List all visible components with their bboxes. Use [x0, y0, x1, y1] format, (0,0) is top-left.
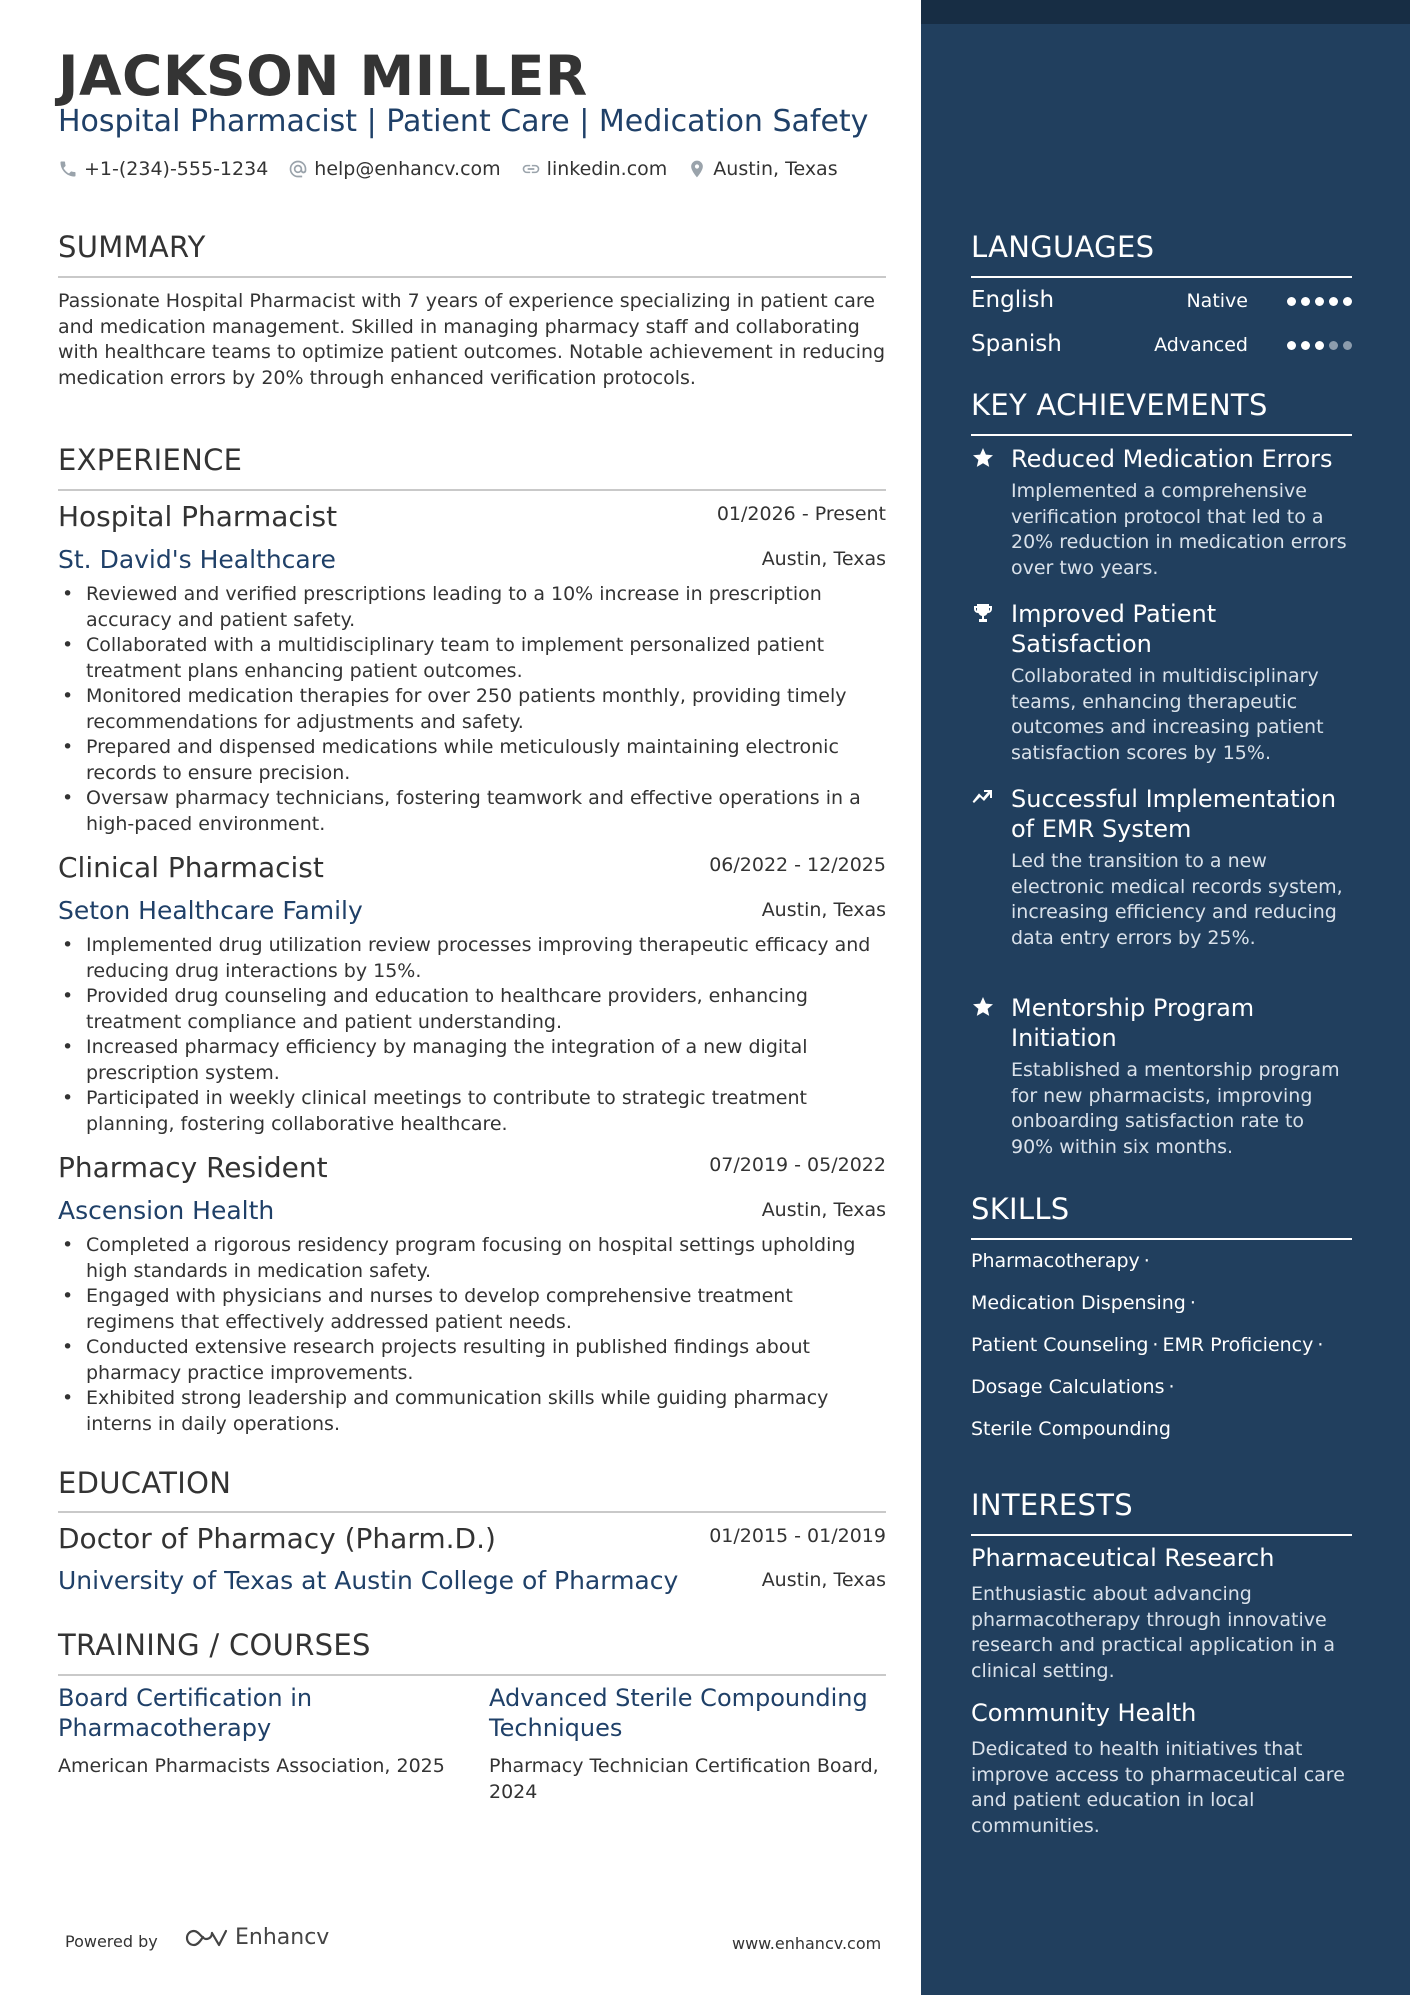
star-icon: [971, 446, 995, 470]
achievement-title: Reduced Medication Errors: [1011, 445, 1333, 473]
job-bullets: [58, 933, 886, 1137]
bullet-item: • Exhibited strong leadership and communication skills while guiding pharmacy interns in daily operations.: [58, 1386, 886, 1437]
language-level: Native: [1186, 290, 1248, 312]
star-icon: [971, 995, 995, 1019]
job-location: Austin, Texas: [761, 548, 886, 570]
education-divider: [58, 1511, 886, 1513]
enhancv-brand-text: Enhancv: [235, 1925, 330, 1950]
candidate-name: JACKSON MILLER: [58, 44, 588, 108]
training-divider: [58, 1674, 886, 1676]
contact-bar: [58, 158, 838, 180]
interest-title: Community Health: [971, 1699, 1197, 1727]
trophy-icon: [971, 601, 995, 625]
achievement-desc: Collaborated in multidisciplinary teams, enhancing therapeutic outcomes and increasing patient satisfaction scores by 15%.: [1011, 665, 1324, 764]
achievement-title: Improved Patient Satisfaction: [1011, 600, 1217, 658]
experience-divider: [58, 489, 886, 491]
achievements-divider: [971, 434, 1352, 436]
job-title: Hospital Pharmacist: [58, 500, 338, 533]
headline: Hospital Pharmacist | Patient Care | Medication Safety: [58, 104, 869, 139]
bullet-item: • Prepared and dispensed medications while meticulously maintaining electronic records to ensure precision.: [58, 735, 886, 786]
contact-linkedin[interactable]: [521, 158, 668, 180]
language-row: [971, 287, 1352, 317]
job-dates: 07/2019 - 05/2022: [709, 1154, 886, 1176]
achievement-title: Successful Implementation of EMR System: [1011, 785, 1337, 843]
rating-dot-filled: [1301, 297, 1310, 306]
growth-icon: [971, 786, 995, 810]
course-title: Board Certification in Pharmacotherapy: [58, 1684, 313, 1742]
powered-by-label: Powered by: [65, 1932, 158, 1951]
interest-title: Pharmaceutical Research: [971, 1544, 1275, 1572]
skill-line: [971, 1250, 1154, 1272]
bullet-item: • Engaged with physicians and nurses to develop comprehensive treatment regimens that effectively addressed patient needs.: [58, 1284, 886, 1335]
location-text: Austin, Texas: [713, 158, 838, 180]
job-location: Austin, Texas: [761, 1199, 886, 1221]
contact-email[interactable]: [288, 158, 500, 180]
languages-divider: [971, 276, 1352, 278]
rating-dot-filled: [1315, 341, 1324, 350]
achievement-desc: Established a mentorship program for new pharmacists, improving onboarding satisfaction rate to 90% within six months.: [1011, 1059, 1340, 1158]
skill-separator: ·: [1168, 1376, 1175, 1398]
bullet-item: • Monitored medication therapies for over 250 patients monthly, providing timely recommendations for adjustments and safety.: [58, 684, 886, 735]
rating-dot-filled: [1301, 341, 1310, 350]
rating-dot-empty: [1329, 341, 1338, 350]
rating-dot-filled: [1329, 297, 1338, 306]
achievement-item: [971, 599, 1352, 766]
skill-separator: ·: [1317, 1334, 1324, 1356]
skill-tag: Medication Dispensing: [971, 1292, 1186, 1314]
map-pin-icon: [687, 159, 707, 179]
enhancv-logo[interactable]: [183, 1925, 329, 1950]
at-icon: [288, 159, 308, 179]
summary-heading: SUMMARY: [58, 230, 206, 264]
bullet-item: • Implemented drug utilization review processes improving therapeutic efficacy and reducing drug interactions by 15%.: [58, 933, 886, 984]
linkedin-text: linkedin.com: [546, 158, 668, 180]
job-dates: 01/2026 - Present: [716, 503, 886, 525]
bullet-item: • Provided drug counseling and education to healthcare providers, enhancing treatment compliance and patient understanding.: [58, 984, 886, 1035]
education-dates: 01/2015 - 01/2019: [709, 1525, 886, 1547]
rating-dot-empty: [1343, 341, 1352, 350]
email-text: help@enhancv.com: [314, 158, 501, 180]
summary-text: Passionate Hospital Pharmacist with 7 years of experience specializing in patient care and medication management. Skilled in managing pharmacy staff and collaborating with healthcare teams to optimize patient outcomes. Notable achievement in reducing medication errors by 20% through enhanced verification protocols.: [58, 290, 886, 389]
job-location: Austin, Texas: [761, 899, 886, 921]
rating-dot-filled: [1315, 297, 1324, 306]
skill-separator: ·: [1152, 1334, 1159, 1356]
achievement-item: [971, 784, 1352, 951]
language-name: Spanish: [971, 331, 1062, 357]
rating-dot-filled: [1287, 341, 1296, 350]
experience-heading: EXPERIENCE: [58, 443, 243, 477]
job-bullets: [58, 582, 886, 837]
job-title: Clinical Pharmacist: [58, 851, 324, 884]
job-company: Seton Healthcare Family: [58, 896, 363, 925]
job-company: Ascension Health: [58, 1196, 275, 1225]
skill-tag: EMR Proficiency: [1162, 1334, 1314, 1356]
skill-line: [971, 1418, 1171, 1440]
education-heading: EDUCATION: [58, 1466, 232, 1500]
achievement-item: [971, 444, 1352, 581]
bullet-item: • Participated in weekly clinical meetings to contribute to strategic treatment planning, fostering collaborative healthcare.: [58, 1086, 886, 1137]
skills-heading: SKILLS: [971, 1192, 1070, 1226]
achievement-desc: Implemented a comprehensive verification protocol that led to a 20% reduction in medication errors over two years.: [1011, 480, 1347, 579]
bullet-item: • Completed a rigorous residency program focusing on hospital settings upholding high standards in medication safety.: [58, 1233, 886, 1284]
achievements-heading: KEY ACHIEVEMENTS: [971, 388, 1268, 422]
interest-desc: Dedicated to health initiatives that improve access to pharmaceutical care and patient education in local communities.: [971, 1738, 1345, 1837]
contact-location: [687, 158, 837, 180]
language-row: [971, 331, 1352, 361]
skill-line: [971, 1334, 1327, 1356]
course-item: [489, 1683, 889, 1805]
language-level: Advanced: [1154, 334, 1248, 356]
skill-tag: Pharmacotherapy: [971, 1250, 1140, 1272]
achievement-desc: Led the transition to a new electronic medical records system, increasing efficiency and reducing data entry errors by 25%.: [1011, 850, 1343, 949]
job-title: Pharmacy Resident: [58, 1151, 328, 1184]
bullet-item: • Conducted extensive research projects resulting in published findings about pharmacy practice improvements.: [58, 1335, 886, 1386]
course-org: Pharmacy Technician Certification Board, 2024: [489, 1755, 879, 1803]
languages-heading: LANGUAGES: [971, 230, 1155, 264]
skill-tag: Dosage Calculations: [971, 1376, 1165, 1398]
achievement-title: Mentorship Program Initiation: [1011, 994, 1255, 1052]
education-location: Austin, Texas: [761, 1569, 886, 1591]
language-rating: [1287, 297, 1352, 306]
skill-separator: ·: [1143, 1250, 1150, 1272]
course-item: [58, 1683, 458, 1779]
school-name: University of Texas at Austin College of Pharmacy: [58, 1566, 679, 1595]
link-icon: [521, 159, 541, 179]
course-title: Advanced Sterile Compounding Techniques: [489, 1684, 868, 1742]
sidebar-top-band: [921, 0, 1410, 24]
rating-dot-filled: [1287, 297, 1296, 306]
bullet-item: • Oversaw pharmacy technicians, fostering teamwork and effective operations in a high-paced environment.: [58, 786, 886, 837]
contact-phone[interactable]: [58, 158, 268, 180]
interest-desc: Enthusiastic about advancing pharmacotherapy through innovative research and practical application in a clinical setting.: [971, 1583, 1335, 1682]
phone-icon: [58, 159, 78, 179]
training-heading: TRAINING / COURSES: [58, 1628, 371, 1662]
enhancv-logo-icon: [183, 1926, 229, 1950]
skills-divider: [971, 1238, 1352, 1240]
skill-separator: ·: [1189, 1292, 1196, 1314]
skill-line: [971, 1292, 1200, 1314]
footer-url[interactable]: www.enhancv.com: [732, 1934, 882, 1953]
interests-divider: [971, 1534, 1352, 1536]
language-name: English: [971, 287, 1055, 313]
language-rating: [1287, 341, 1352, 350]
rating-dot-filled: [1343, 297, 1352, 306]
achievement-item: [971, 993, 1352, 1160]
phone-text: +1-(234)-555-1234: [84, 158, 269, 180]
job-company: St. David's Healthcare: [58, 545, 336, 574]
job-dates: 06/2022 - 12/2025: [709, 854, 886, 876]
sidebar: [921, 0, 1410, 1995]
skill-tag: Sterile Compounding: [971, 1418, 1171, 1440]
job-bullets: [58, 1233, 886, 1437]
skill-line: [971, 1376, 1179, 1398]
bullet-item: • Increased pharmacy efficiency by managing the integration of a new digital prescription system.: [58, 1035, 886, 1086]
bullet-item: • Reviewed and verified prescriptions leading to a 10% increase in prescription accuracy and patient safety.: [58, 582, 886, 633]
bullet-item: • Collaborated with a multidisciplinary team to implement personalized patient treatment plans enhancing patient outcomes.: [58, 633, 886, 684]
interests-heading: INTERESTS: [971, 1488, 1133, 1522]
summary-divider: [58, 276, 886, 278]
skill-tag: Patient Counseling: [971, 1334, 1149, 1356]
course-org: American Pharmacists Association, 2025: [58, 1755, 445, 1777]
degree-title: Doctor of Pharmacy (Pharm.D.): [58, 1522, 496, 1555]
